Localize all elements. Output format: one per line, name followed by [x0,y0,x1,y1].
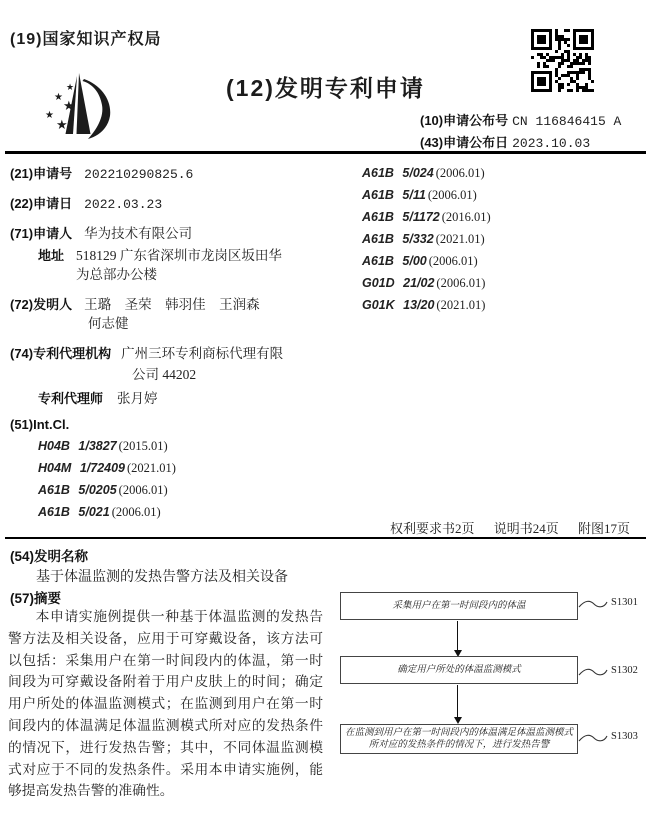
invention-title: 基于体温监测的发热告警方法及相关设备 [36,570,288,585]
svg-text:★: ★ [45,110,54,121]
applicant-label: (71)申请人 [10,226,73,241]
ipc-version: (2015.01) [118,439,168,453]
claims-pages: 权利要求书2页 [389,521,475,536]
application-date-row [10,193,162,213]
reference-connector-squiggle [578,665,608,679]
agency-label: (74)专利代理机构 [10,346,112,361]
ipc-code: A61B 5/11 [362,188,426,202]
application-number-value: 202210290825.6 [84,167,194,182]
ipc-code: A61B 5/021 [38,505,110,519]
address-label: 地址 [38,248,65,263]
agent-value: 张月婷 [117,391,158,406]
applicant-value: 华为技术有限公司 [84,226,193,241]
ipc-version: (2016.01) [441,210,491,224]
ipc-version: (2006.01) [427,188,477,202]
ipc-entry [38,437,168,455]
publication-date-row [420,132,590,152]
ipc-entry [362,186,477,204]
ipc-version: (2006.01) [436,276,486,290]
application-date-value: 2022.03.23 [84,197,163,212]
header-divider [5,151,646,154]
flowchart-step-2-text: 确定用户所处的体温监测模式 [397,665,521,675]
svg-text:★: ★ [56,118,68,133]
flow-arrowhead-icon [454,717,462,724]
ipc-code: H04B 1/3827 [38,439,117,453]
cnipa-emblem-icon [44,72,122,145]
ipc-version: (2006.01) [118,483,168,497]
applicant-row [10,222,192,243]
svg-text:★: ★ [63,99,75,114]
application-number-label: (21)申请号 [10,166,73,181]
flowchart-step-1-box [340,592,578,620]
inventors-line1: 王璐 圣荣 韩羽佳 王润森 [84,297,260,312]
ipc-entry [362,274,485,292]
address-row [38,244,282,265]
inventors-line2: 何志健 [88,316,129,331]
application-date-label: (22)申请日 [10,196,73,211]
svg-text:★: ★ [54,92,63,103]
ipc-entry [38,503,161,521]
section-divider [5,537,646,539]
ipc-code: A61B 5/00 [362,254,427,268]
step-ref-label: S1302 [611,665,638,676]
publication-number-label: (10)申请公布号 [420,113,509,128]
description-pages: 说明书24页 [493,521,559,536]
ipc-entry [38,459,176,477]
ipc-code: A61B 5/0205 [38,483,117,497]
ipc-version: (2021.01) [127,461,176,475]
ipc-entry [38,481,168,499]
intcl-label: (51)Int.Cl. [10,417,70,432]
ipc-version: (2006.01) [111,505,161,519]
ipc-entry [362,164,485,182]
ipc-version: (2021.01) [435,232,485,246]
address-line2: 为总部办公楼 [76,267,157,282]
application-number-row [10,163,193,183]
document-type-title: (12)发明专利申请 [226,75,425,101]
reference-connector-squiggle [578,731,608,745]
ipc-entry [362,252,478,270]
agency-line1: 广州三环专利商标代理有限 [121,346,284,361]
ipc-code: G01K 13/20 [362,298,435,312]
inventors-label: (72)发明人 [10,297,73,312]
ipc-version: (2021.01) [436,298,486,312]
step-ref-label: S1303 [611,731,638,742]
publication-number-row [420,110,621,130]
step-ref-label: S1301 [611,597,638,608]
flowchart-step-1-text: 采集用户在第一时间段内的体温 [392,601,526,611]
patent-office-name: (19)国家知识产权局 [10,31,162,48]
invention-title-label: (54)发明名称 [10,549,89,564]
agency-row [10,342,283,363]
address-line1: 518129 广东省深圳市龙岗区坂田华 [76,248,282,263]
pages-summary [374,518,630,537]
publication-date-label: (43)申请公布日 [420,135,509,150]
ipc-entry [362,208,491,226]
flowchart-step-3-box [340,724,578,754]
figures-pages: 附图17页 [577,521,630,536]
qr-code-icon [531,29,594,97]
ipc-code: A61B 5/332 [362,232,434,246]
flow-arrow-line [457,621,458,651]
abstract-label: (57)摘要 [10,591,62,606]
ipc-code: H04M 1/72409 [38,461,126,475]
agent-label: 专利代理师 [38,391,104,406]
ipc-entry [362,296,485,314]
reference-connector-squiggle [578,597,608,611]
svg-text:★: ★ [66,83,75,93]
flowchart-step-3-text: 在监测到用户在第一时间段内的体温满足体温监测模式所对应的发热条件的情况下，进行发热告警 [344,728,573,750]
inventors-row [10,293,260,314]
ipc-version: (2006.01) [435,166,485,180]
agent-row [38,387,158,408]
ipc-version: (2006.01) [428,254,478,268]
flowchart-step-2-box [340,656,578,684]
ipc-entry [362,230,485,248]
publication-date-value: 2023.10.03 [512,136,591,151]
abstract-text: 本申请实施例提供一种基于体温监测的发热告警方法及相关设备，应用于可穿戴设备，该方法可以包括：采集用户在第一时间段内的体温，第一时间段为可穿戴设备附着于用户皮肤上的时间；确定用户所处的体温监测模式；在监测到用户在第一时间段内的体温满足体温监测模式所对应的发热条件的情况下，进行发热告警；其中，不同体温监测模式对应于不同的发热条件。采用本申请实施例，能够提高发热告警的准确性。 [8,609,323,799]
ipc-code: G01D 21/02 [362,276,435,290]
flow-arrow-line [457,685,458,718]
publication-number-value: CN 116846415 A [512,114,622,129]
agency-line2: 公司 44202 [132,367,197,382]
ipc-code: A61B 5/024 [362,166,434,180]
ipc-code: A61B 5/1172 [362,210,440,224]
